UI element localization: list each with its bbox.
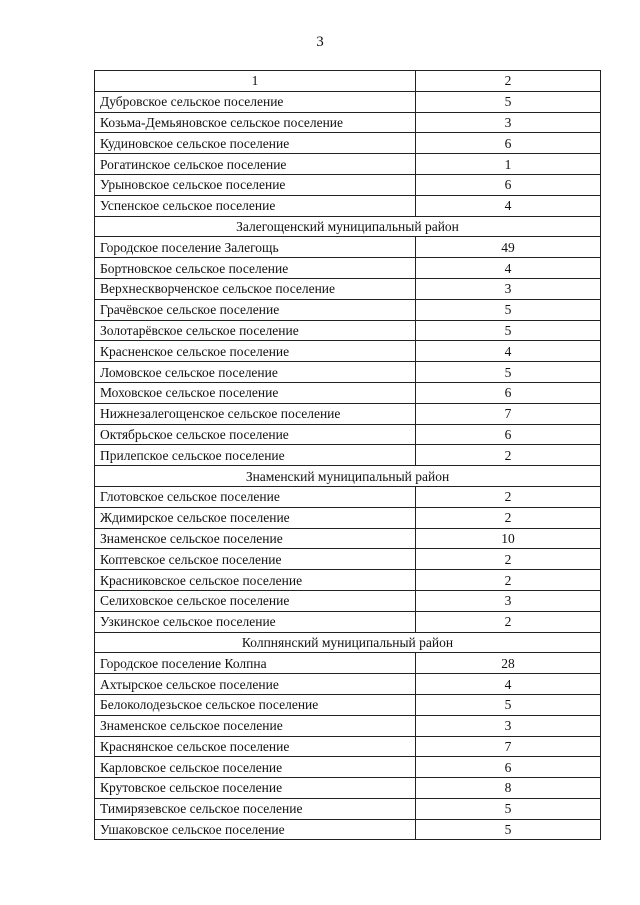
settlement-count-cell: 49 [416, 237, 601, 258]
table-header-row [95, 71, 601, 92]
settlement-count-cell: 1 [416, 154, 601, 175]
district-heading-row [95, 632, 601, 653]
table-row [95, 798, 601, 819]
settlement-name-cell: Селиховское сельское поселение [95, 590, 416, 611]
settlement-name-cell: Красниковское сельское поселение [95, 570, 416, 591]
settlement-count-cell: 3 [416, 112, 601, 133]
table-row [95, 320, 601, 341]
table-row [95, 528, 601, 549]
settlement-name-cell: Крутовское сельское поселение [95, 778, 416, 799]
district-heading-row [95, 216, 601, 237]
table-row [95, 362, 601, 383]
settlement-count-cell: 5 [416, 819, 601, 840]
settlement-count-cell: 2 [416, 549, 601, 570]
settlement-name-cell: Золотарёвское сельское поселение [95, 320, 416, 341]
settlement-name-cell: Верхнескворченское сельское поселение [95, 278, 416, 299]
settlements-table-body [95, 71, 601, 840]
table-row [95, 174, 601, 195]
settlement-name-cell: Знаменское сельское поселение [95, 715, 416, 736]
settlement-count-cell: 2 [416, 570, 601, 591]
settlement-name-cell: Дубровское сельское поселение [95, 91, 416, 112]
settlement-name-cell: Бортновское сельское поселение [95, 258, 416, 279]
settlement-name-cell: Карловское сельское поселение [95, 757, 416, 778]
settlement-name-cell: Краснянское сельское поселение [95, 736, 416, 757]
table-row [95, 237, 601, 258]
settlement-name-cell: Узкинское сельское поселение [95, 611, 416, 632]
district-heading: Залегощенский муниципальный район [95, 216, 601, 237]
table-row [95, 403, 601, 424]
settlement-count-cell: 6 [416, 174, 601, 195]
settlement-count-cell: 2 [416, 507, 601, 528]
table-row [95, 570, 601, 591]
table-row [95, 486, 601, 507]
district-heading-row [95, 466, 601, 487]
table-row [95, 757, 601, 778]
table-row [95, 778, 601, 799]
settlement-name-cell: Козьма-Демьяновское сельское поселение [95, 112, 416, 133]
settlement-count-cell: 4 [416, 258, 601, 279]
table-row [95, 258, 601, 279]
settlement-count-cell: 5 [416, 694, 601, 715]
page-number: 3 [316, 34, 324, 50]
table-row [95, 694, 601, 715]
settlement-count-cell: 2 [416, 611, 601, 632]
settlement-name-cell: Рогатинское сельское поселение [95, 154, 416, 175]
settlement-count-cell: 3 [416, 278, 601, 299]
settlement-name-cell: Глотовское сельское поселение [95, 486, 416, 507]
settlement-count-cell: 10 [416, 528, 601, 549]
settlement-count-cell: 5 [416, 320, 601, 341]
table-row [95, 736, 601, 757]
settlements-table [94, 70, 601, 840]
table-row [95, 195, 601, 216]
settlement-name-cell: Ахтырское сельское поселение [95, 674, 416, 695]
settlement-count-cell: 2 [416, 486, 601, 507]
table-row [95, 819, 601, 840]
district-heading: Знаменский муниципальный район [95, 466, 601, 487]
settlement-name-cell: Коптевское сельское поселение [95, 549, 416, 570]
table-row [95, 133, 601, 154]
settlement-name-cell: Моховское сельское поселение [95, 382, 416, 403]
table-row [95, 91, 601, 112]
settlement-count-cell: 5 [416, 798, 601, 819]
settlement-count-cell: 5 [416, 299, 601, 320]
settlement-name-cell: Знаменское сельское поселение [95, 528, 416, 549]
settlement-count-cell: 6 [416, 424, 601, 445]
settlement-name-cell: Тимирязевское сельское поселение [95, 798, 416, 819]
settlement-count-cell: 7 [416, 736, 601, 757]
settlement-count-cell: 5 [416, 362, 601, 383]
settlement-name-cell: Ломовское сельское поселение [95, 362, 416, 383]
table-row [95, 611, 601, 632]
settlement-count-cell: 2 [416, 445, 601, 466]
settlement-name-cell: Нижнезалегощенское сельское поселение [95, 403, 416, 424]
table-row [95, 299, 601, 320]
table-row [95, 715, 601, 736]
settlement-name-cell: Белоколодезьское сельское поселение [95, 694, 416, 715]
settlement-count-cell: 4 [416, 341, 601, 362]
settlement-name-cell: Ушаковское сельское поселение [95, 819, 416, 840]
settlement-name-cell: Грачёвское сельское поселение [95, 299, 416, 320]
settlement-name-cell: Октябрьское сельское поселение [95, 424, 416, 445]
settlement-name-cell: Ждимирское сельское поселение [95, 507, 416, 528]
settlement-count-cell: 3 [416, 590, 601, 611]
table-row [95, 590, 601, 611]
table-row [95, 445, 601, 466]
table-row [95, 112, 601, 133]
settlement-count-cell: 8 [416, 778, 601, 799]
settlement-name-cell: Успенское сельское поселение [95, 195, 416, 216]
settlement-name-cell: Красненское сельское поселение [95, 341, 416, 362]
settlement-name-cell: Кудиновское сельское поселение [95, 133, 416, 154]
table-row [95, 549, 601, 570]
table-row [95, 424, 601, 445]
table-row [95, 507, 601, 528]
table-row [95, 382, 601, 403]
settlement-count-cell: 28 [416, 653, 601, 674]
table-row [95, 154, 601, 175]
settlement-count-cell: 5 [416, 91, 601, 112]
settlement-count-cell: 3 [416, 715, 601, 736]
settlement-count-cell: 6 [416, 382, 601, 403]
settlement-name-cell: Урыновское сельское поселение [95, 174, 416, 195]
settlement-name-cell: Городское поселение Колпна [95, 653, 416, 674]
settlement-name-cell: Прилепское сельское поселение [95, 445, 416, 466]
header-cell-col2: 2 [416, 71, 601, 92]
settlement-count-cell: 7 [416, 403, 601, 424]
table-row [95, 278, 601, 299]
header-cell-col1: 1 [95, 71, 416, 92]
table-row [95, 341, 601, 362]
settlement-count-cell: 4 [416, 674, 601, 695]
settlement-count-cell: 6 [416, 757, 601, 778]
table-row [95, 653, 601, 674]
settlement-count-cell: 6 [416, 133, 601, 154]
settlement-count-cell: 4 [416, 195, 601, 216]
settlement-name-cell: Городское поселение Залегощь [95, 237, 416, 258]
table-row [95, 674, 601, 695]
district-heading: Колпнянский муниципальный район [95, 632, 601, 653]
